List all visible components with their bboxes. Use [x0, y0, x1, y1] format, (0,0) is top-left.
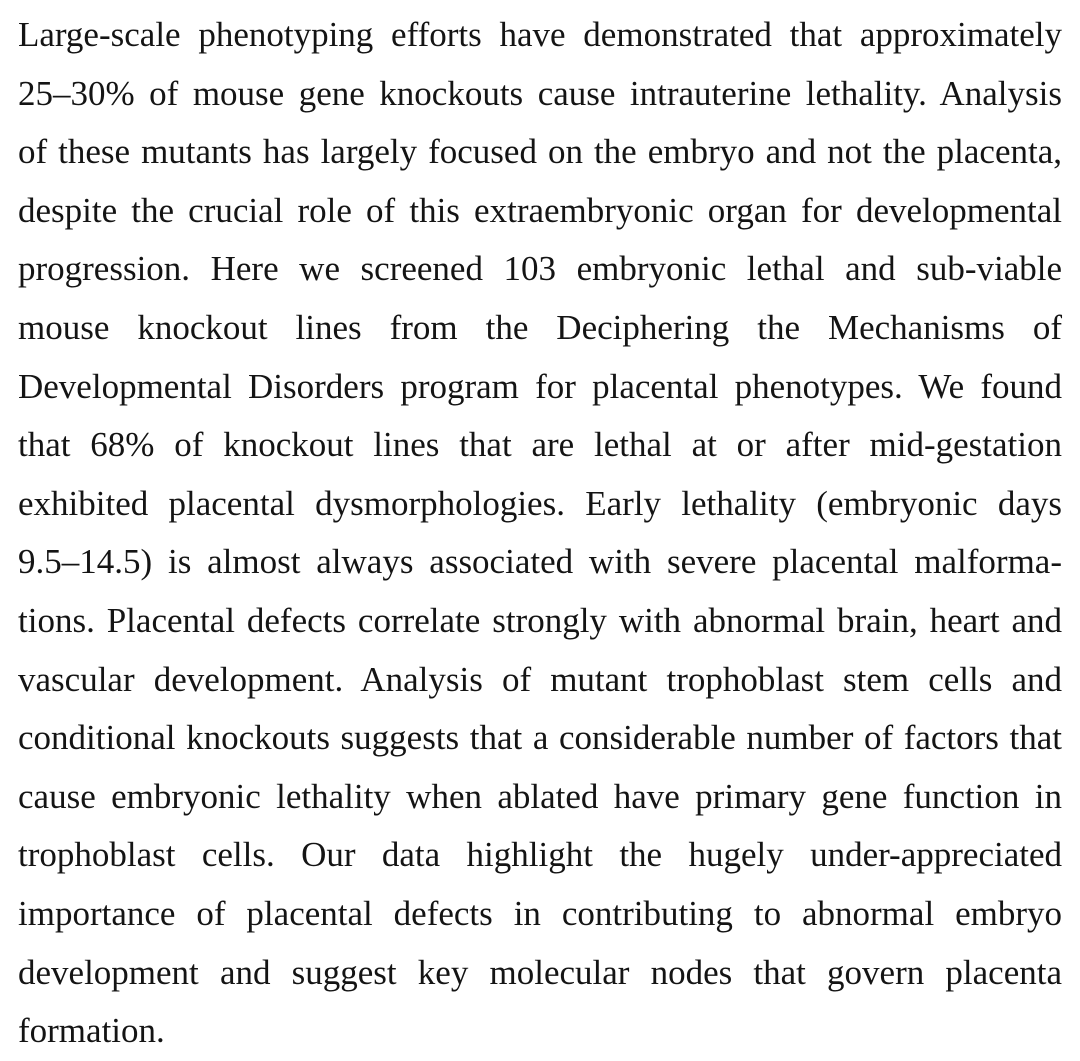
abstract-line: vascular development. Analysis of mutant trophoblast stem cells and	[18, 659, 1062, 699]
abstract-line: development and suggest key molecular nodes that govern placenta	[18, 952, 1062, 992]
abstract-line: progression. Here we screened 103 embryonic lethal and sub-viable	[18, 249, 1062, 289]
abstract-line-last: formation.	[18, 1011, 165, 1051]
abstract-line: Large-scale phenotyping efforts have demonstrated that approximately	[18, 15, 1062, 54]
abstract-line: despite the crucial role of this extraembryonic organ for developmental	[18, 190, 1062, 230]
abstract-line: importance of placental defects in contributing to abnormal embryo	[18, 893, 1062, 933]
abstract-line: trophoblast cells. Our data highlight the hugely under-appreciated	[18, 835, 1062, 875]
abstract-line: cause embryonic lethality when ablated have primary gene function in	[18, 776, 1062, 816]
abstract-line: tions. Placental defects correlate strongly with abnormal brain, heart and	[18, 600, 1062, 640]
abstract-line: exhibited placental dysmorphologies. Early lethality (embryonic days	[18, 483, 1062, 523]
abstract-paragraph	[18, 6, 1062, 1061]
abstract-line: mouse knockout lines from the Deciphering the Mechanisms of	[18, 307, 1062, 347]
abstract-line: 25–30% of mouse gene knockouts cause intrauterine lethality. Analysis	[18, 73, 1062, 113]
abstract-line: of these mutants has largely focused on the embryo and not the placenta,	[18, 132, 1062, 172]
abstract-line: 9.5–14.5) is almost always associated with severe placental malforma-	[18, 542, 1062, 582]
abstract-line: that 68% of knockout lines that are lethal at or after mid-gestation	[18, 425, 1062, 465]
abstract-line: conditional knockouts suggests that a considerable number of factors that	[18, 718, 1062, 758]
abstract-line: Developmental Disorders program for placental phenotypes. We found	[18, 366, 1062, 406]
